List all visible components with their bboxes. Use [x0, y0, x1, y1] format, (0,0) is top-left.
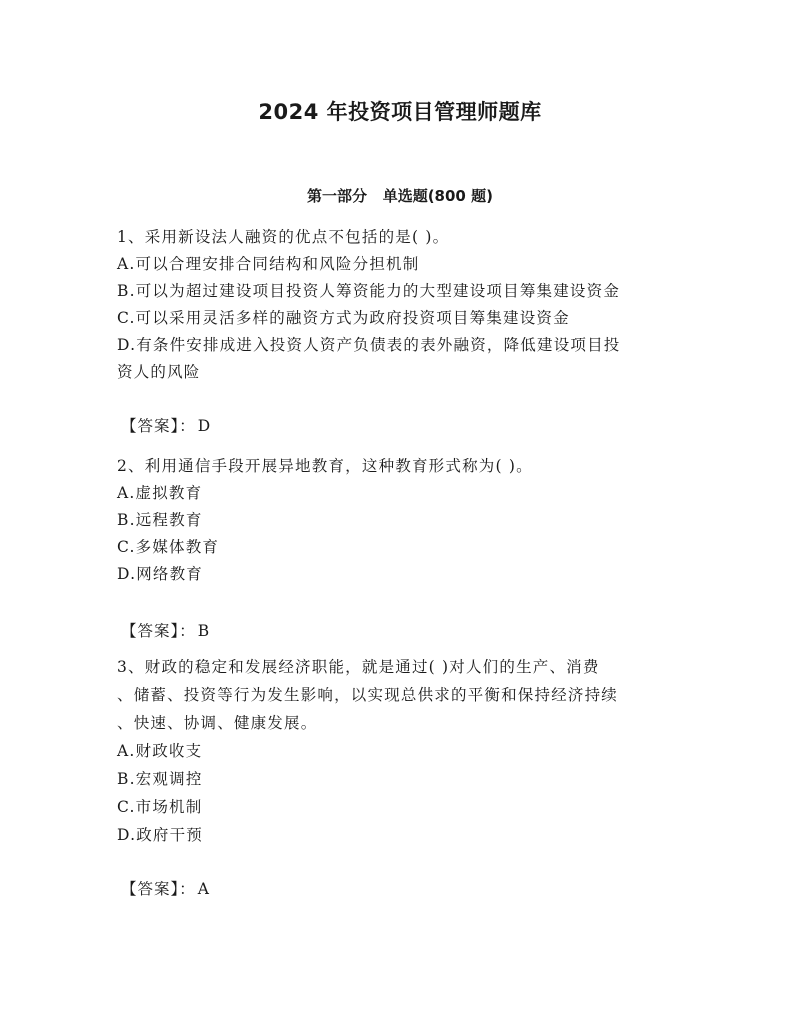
- option-a: A.虚拟教育: [117, 484, 203, 502]
- option-d-continued: 资人的风险: [117, 363, 201, 381]
- option-d: D.有条件安排成进入投资人资产负债表的表外融资，降低建设项目投: [117, 336, 621, 354]
- option-a: A.可以合理安排合同结构和风险分担机制: [117, 255, 420, 273]
- option-d: D.网络教育: [117, 565, 204, 583]
- document-title: 2024 年投资项目管理师题库: [258, 100, 542, 124]
- answer-label: 【答案】：: [121, 880, 196, 898]
- answer-line: [121, 416, 211, 436]
- option-a: A.财政收支: [117, 742, 203, 760]
- question-stem: 2、利用通信手段开展异地教育，这种教育形式称为( )。: [117, 457, 533, 475]
- answer-label: 【答案】：: [121, 622, 196, 640]
- question-stem: 3、财政的稳定和发展经济职能，就是通过( )对人们的生产、消费: [117, 658, 600, 676]
- option-c: C.市场机制: [117, 798, 203, 816]
- answer-value: A: [197, 880, 210, 898]
- answer-label: 【答案】：: [121, 417, 196, 435]
- option-c: C.多媒体教育: [117, 538, 220, 556]
- answer-line: [121, 879, 210, 899]
- question-stem: 1、采用新设法人融资的优点不包括的是( )。: [117, 228, 450, 246]
- question-stem-continued: 、储蓄、投资等行为发生影响，以实现总供求的平衡和保持经济持续: [117, 686, 619, 704]
- question-stem-continued: 、快速、协调、健康发展。: [117, 714, 318, 732]
- option-b: B.可以为超过建设项目投资人筹资能力的大型建设项目筹集建设资金: [117, 282, 621, 300]
- answer-value: B: [197, 622, 211, 640]
- option-b: B.宏观调控: [117, 770, 203, 788]
- option-b: B.远程教育: [117, 511, 203, 529]
- option-d: D.政府干预: [117, 826, 204, 844]
- option-c: C.可以采用灵活多样的融资方式为政府投资项目筹集建设资金: [117, 309, 570, 327]
- answer-line: [121, 621, 210, 641]
- section-title: 第一部分 单选题(800 题): [307, 187, 493, 205]
- answer-value: D: [197, 417, 212, 435]
